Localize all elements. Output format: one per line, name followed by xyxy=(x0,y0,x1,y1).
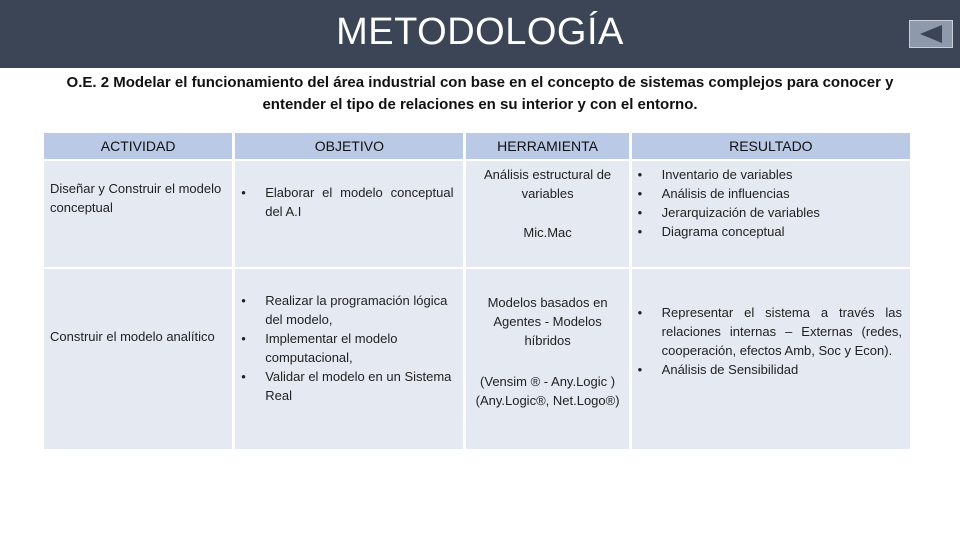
objetivo-cell xyxy=(235,161,463,267)
herramienta-cell xyxy=(466,269,628,449)
list-item: • Validar el modelo en un Sistema Real xyxy=(235,367,453,405)
resultado-cell xyxy=(632,161,910,267)
herramienta-top: Modelos basados en Agentes - Modelos híbridos xyxy=(487,295,608,348)
header-herramienta: HERRAMIENTA xyxy=(466,133,628,159)
herramienta-bottom: Mic.Mac xyxy=(523,225,572,240)
actividad-cell xyxy=(44,269,232,449)
objective-statement: O.E. 2 Modelar el funcionamiento del área industrial con base en el concepto de sistemas complejos para conocer y entender el tipo de relaciones en su interior y con el entorno. xyxy=(66,74,894,113)
herramienta-bottom: (Vensim ® - Any.Logic ) (Any.Logic®, Net.Logo®) xyxy=(475,374,620,408)
table-row xyxy=(44,161,910,267)
objetivo-cell xyxy=(235,269,463,449)
list-item: • Diagrama conceptual xyxy=(632,222,904,241)
table-header-row xyxy=(44,133,910,159)
herramienta-cell xyxy=(466,161,628,267)
actividad-cell xyxy=(44,161,232,267)
triangle-left-icon xyxy=(910,21,952,47)
actividad-text: Construir el modelo analítico xyxy=(50,329,215,344)
resultado-cell xyxy=(632,269,910,449)
list-item: • Realizar la programación lógica del modelo, xyxy=(235,291,453,329)
list-item: • Implementar el modelo computacional, xyxy=(235,329,453,367)
list-item: • Jerarquización de variables xyxy=(632,203,904,222)
herramienta-top: Análisis estructural de variables xyxy=(483,167,612,201)
back-button[interactable] xyxy=(909,20,953,48)
list-item: • Inventario de variables xyxy=(632,165,904,184)
list-item: • Elaborar el modelo conceptual del A.I xyxy=(235,183,453,221)
header-resultado: RESULTADO xyxy=(632,133,910,159)
actividad-text: Diseñar y Construir el modelo conceptual xyxy=(50,181,222,215)
page-title: METODOLOGÍA xyxy=(336,11,624,53)
table-row xyxy=(44,269,910,449)
header-actividad: ACTIVIDAD xyxy=(44,133,232,159)
list-item: • Análisis de Sensibilidad xyxy=(632,360,902,379)
header-objetivo: OBJETIVO xyxy=(235,133,463,159)
list-item: • Representar el sistema a través las relaciones internas – Externas (redes, cooperación, efectos Amb, Soc y Econ). xyxy=(632,303,902,360)
methodology-table xyxy=(41,131,913,451)
list-item: • Análisis de influencias xyxy=(632,184,904,203)
